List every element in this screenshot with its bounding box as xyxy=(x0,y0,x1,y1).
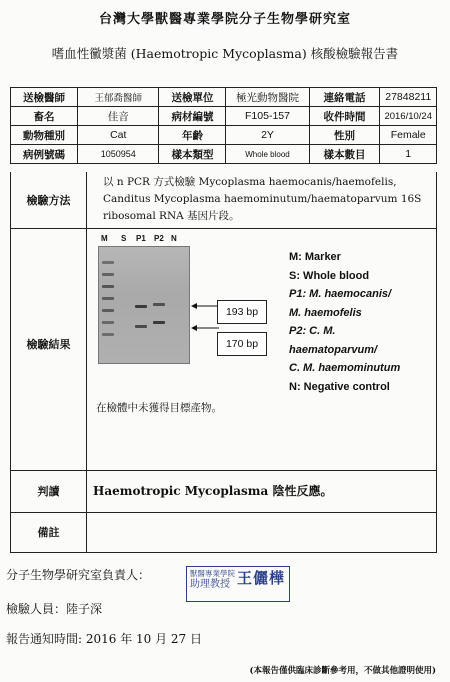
stamp-line-1-text: 獸醫專業學院 xyxy=(190,569,235,578)
marker-band xyxy=(102,273,114,276)
label-received: 收件時間 xyxy=(309,107,380,126)
value-phone: 27848211 xyxy=(380,88,437,107)
value-age: 2Y xyxy=(226,126,309,145)
legend-item: P2: C. M. xyxy=(289,325,336,337)
gel-image xyxy=(98,246,190,364)
table-row xyxy=(11,126,437,145)
method-label: 檢驗方法 xyxy=(26,194,71,207)
label-sample-id: 病材編號 xyxy=(159,107,226,126)
method-line-1: 以 n PCR 方式檢驗 Mycoplasma haemocanis/haemofelis, xyxy=(103,176,397,188)
institution-title: 台灣大學獸醫專業學院分子生物學研究室 xyxy=(98,12,351,27)
label-unit: 送檢單位 xyxy=(159,88,226,107)
lane-label-s: S xyxy=(121,234,127,243)
value-pet-name: 佳音 xyxy=(78,107,159,126)
lane-label-p2: P2 xyxy=(154,234,164,243)
stamp-name: 王儷樺 xyxy=(237,569,286,587)
label-pet-name: 畜名 xyxy=(11,107,78,126)
results-label: 檢驗結果 xyxy=(26,338,71,351)
lane-label-p1: P1 xyxy=(136,234,146,243)
lane-label-n: N xyxy=(171,234,177,243)
method-section xyxy=(10,172,437,229)
marker-band xyxy=(102,309,114,312)
notify-date: 報告通知時間: 2016 年 10 月 27 日 xyxy=(6,632,203,646)
value-unit: 極光動物醫院 xyxy=(226,88,309,107)
legend-item: M: Marker xyxy=(289,251,341,263)
p2-band-low xyxy=(153,321,165,324)
info-table xyxy=(10,87,437,164)
bp-box-193: 193 bp xyxy=(217,300,267,324)
report-title: 嗜血性黴漿菌 (Haemotropic Mycoplasma) 核酸檢驗報告書 xyxy=(51,46,399,61)
bp-box-170: 170 bp xyxy=(217,332,267,356)
results-section xyxy=(10,228,437,471)
marker-band xyxy=(102,321,114,324)
legend-item: M. haemofelis xyxy=(289,306,362,319)
p1-band xyxy=(135,305,147,308)
label-age: 年齡 xyxy=(159,126,226,145)
label-vet: 送檢醫師 xyxy=(11,88,78,107)
legend-item: S: Whole blood xyxy=(289,269,370,282)
stamp-line-2-text: 助理教授 xyxy=(190,579,230,590)
label-sample-type: 樣本類型 xyxy=(159,145,226,164)
results-conclusion: 在檢體中未獲得目標產物。 xyxy=(96,402,222,414)
p1-band-low xyxy=(135,325,147,328)
value-received: 2016/10/24 xyxy=(380,107,437,126)
label-sample-count: 樣本數目 xyxy=(309,145,380,164)
method-line-3: ribosomal RNA 基因片段。 xyxy=(103,210,240,222)
value-case-no: 1050954 xyxy=(78,145,159,164)
marker-band xyxy=(102,285,114,288)
value-sample-count: 1 xyxy=(380,145,437,164)
judgement-section xyxy=(10,470,437,513)
signature-stamp xyxy=(186,566,290,602)
divider xyxy=(86,470,87,512)
label-phone: 連絡電話 xyxy=(309,88,380,107)
gel-legend xyxy=(289,248,400,396)
divider xyxy=(86,512,87,552)
marker-band xyxy=(102,261,114,264)
lane-label-m: M xyxy=(101,234,108,243)
table-row xyxy=(11,107,437,126)
legend-item: N: Negative control xyxy=(289,380,390,393)
divider xyxy=(86,172,87,228)
legend-item: P1: M. haemocanis/ xyxy=(289,288,392,300)
label-case-no: 病例號碼 xyxy=(11,145,78,164)
disclaimer: (本報告僅供臨床診斷參考用，不做其他證明使用) xyxy=(249,666,436,676)
marker-band xyxy=(102,297,114,300)
method-line-2: Canditus Mycoplasma haemominutum/haematoparvum 16S xyxy=(103,193,422,205)
divider xyxy=(86,228,87,470)
value-species: Cat xyxy=(78,126,159,145)
legend-item: haematoparvum/ xyxy=(289,343,378,356)
table-row xyxy=(11,88,437,107)
label-species: 動物種別 xyxy=(11,126,78,145)
value-sample-id: F105-157 xyxy=(226,107,309,126)
value-vet: 王郁喬醫師 xyxy=(78,88,159,107)
inspector-label: 檢驗人員：陸子深 xyxy=(6,602,103,616)
remarks-label: 備註 xyxy=(37,526,60,539)
responsible-label: 分子生物學研究室負責人： xyxy=(6,568,151,582)
remarks-section xyxy=(10,512,437,553)
label-sex: 性別 xyxy=(309,126,380,145)
table-row xyxy=(11,145,437,164)
legend-item: C. M. haemominutum xyxy=(289,362,401,374)
value-sample-type: Whole blood xyxy=(226,145,309,164)
value-sex: Female xyxy=(380,126,437,145)
marker-band xyxy=(102,333,114,336)
method-text xyxy=(103,174,433,225)
p2-band xyxy=(153,303,165,306)
judgement-label: 判讀 xyxy=(37,485,60,498)
judgement-text: Haemotropic Mycoplasma 陰性反應。 xyxy=(93,484,333,498)
